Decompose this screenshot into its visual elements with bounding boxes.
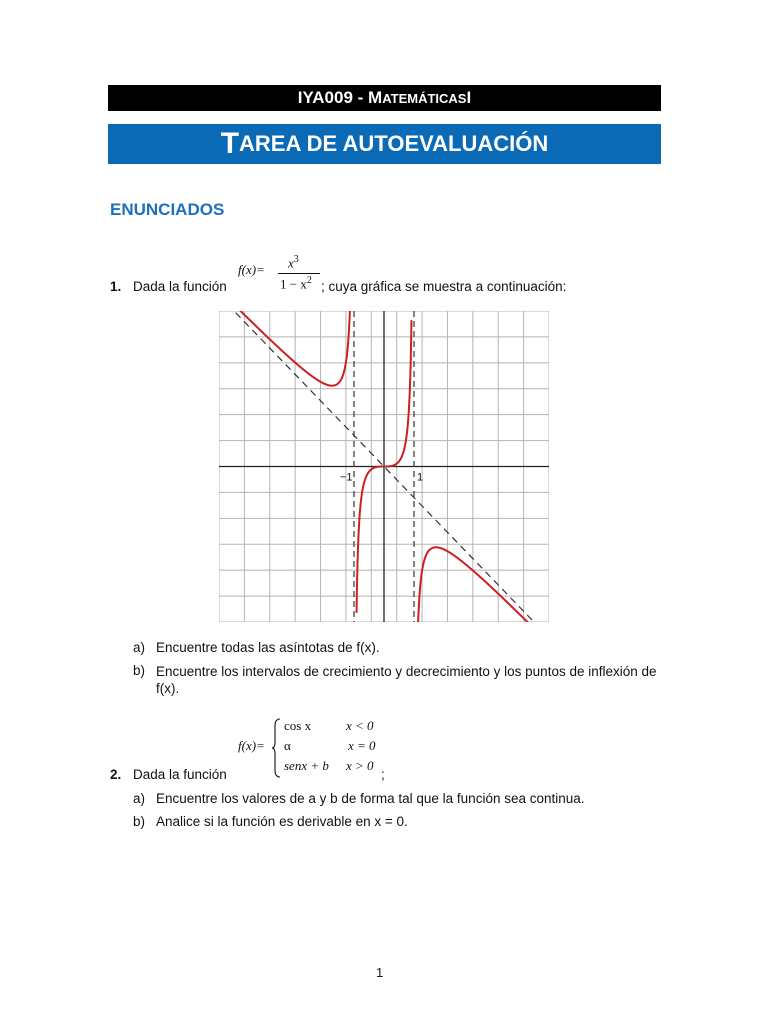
q2-b-text: Analice si la función es derivable en x = 0. — [156, 814, 408, 829]
q1-fraction-bar — [278, 273, 320, 274]
q2-case-1-expr: cos x — [284, 718, 312, 733]
page-title — [108, 124, 661, 164]
course-code: IYA009 - M — [297, 88, 383, 107]
q2-case-3-cond: x > 0 — [346, 758, 374, 773]
q2-intro: Dada la función — [133, 767, 227, 782]
q1-formula-lhs: f(x)= — [238, 262, 265, 277]
tick-label-neg-one: −1 — [340, 471, 353, 484]
q1-intro: Dada la función — [133, 279, 227, 294]
q2-formula — [238, 716, 388, 780]
q1-formula — [238, 250, 328, 298]
q2-case-3-expr: senx + b — [284, 758, 329, 773]
q1-number: 1. — [110, 279, 122, 294]
q2-case-2-cond: x = 0 — [348, 738, 376, 753]
q2-b-label: b) — [133, 814, 146, 829]
function-graph — [219, 311, 549, 622]
course-header — [108, 85, 661, 111]
q1-a-text: Encuentre todas las asíntotas de f(x). — [156, 640, 380, 655]
q2-case-2-expr: α — [284, 738, 291, 753]
q1-b-label: b) — [133, 663, 146, 678]
title-initial: T — [220, 127, 240, 160]
q1-a-label: a) — [133, 640, 146, 655]
q1-after: ; cuya gráfica se muestra a continuación: — [321, 279, 567, 294]
q2-after: ; — [381, 767, 385, 782]
q2-a-label: a) — [133, 791, 146, 806]
section-heading: ENUNCIADOS — [110, 200, 225, 219]
q2-a-text: Encuentre los valores de a y b de forma tal que la función sea continua. — [156, 791, 585, 806]
q2-number: 2. — [110, 767, 122, 782]
q2-formula-lhs: f(x)= — [238, 738, 265, 753]
q2-brace — [271, 718, 281, 778]
q1-formula-numerator: $x^3$ — [288, 254, 299, 271]
q1-b-text: Encuentre los intervalos de crecimiento y decrecimiento y los puntos de inflexión de f(x). — [156, 664, 657, 696]
q1-formula-denominator: $1 - x^2$ — [280, 275, 312, 292]
title-text: AREA DE AUTOEVALUACIÓN — [239, 131, 549, 156]
tick-label-one: 1 — [417, 471, 424, 484]
page-number: 1 — [376, 965, 384, 980]
q2-case-1-cond: x < 0 — [346, 718, 374, 733]
course-suffix: I — [466, 88, 472, 107]
course-name: ATEMÁTICAS — [382, 90, 467, 106]
